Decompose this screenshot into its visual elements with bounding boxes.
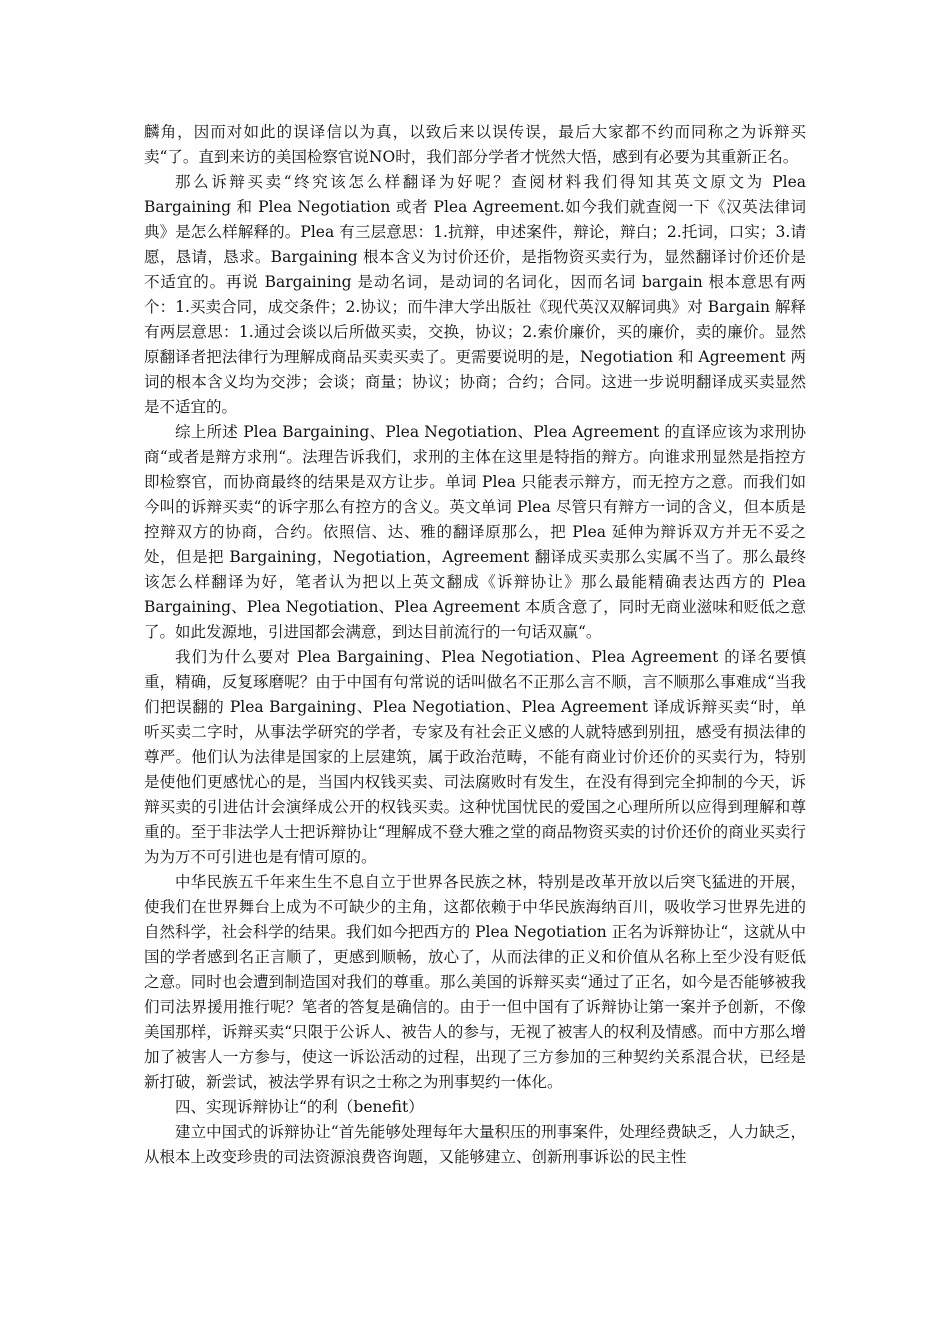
paragraph-5: 中华民族五千年来生生不息自立于世界各民族之林，特别是改革开放以后突飞猛进的开展，使我们在世界舞台上成为不可缺少的主角，这都依赖于中华民族海纳百川，吸收学习世界先进的自然科学，社会科学的结果。我们如今把西方的 Plea Negotiation 正名为诉辩协让“，这就从中国的学者感到名正言顺了，更感到顺畅，放心了，从而法律的正义和价值从名称上至少没有贬低之意。同时也会遭到制造国对我们的尊重。那么美国的诉辩买卖“通过了正名，如今是否能够被我们司法界援用推行呢？笔者的答复是确信的。由于一但中国有了诉辩协让第一案并予创新，不像美国那样，诉辩买卖“只限于公诉人、被告人的参与，无视了被害人的权利及情感。而中方那么增加了被害人一方参与，使这一诉讼活动的过程，出现了三方参加的三种契约关系混合状，已经是新打破，新尝试，被法学界有识之士称之为刑事契约一体化。: [144, 873, 806, 1091]
paragraph-6: 建立中国式的诉辩协让“首先能够处理每年大量积压的刑事案件，处理经费缺乏，人力缺乏，从根本上改变珍贵的司法资源浪费咨询题，又能够建立、创新刑事诉讼的民主性: [144, 1123, 806, 1166]
document-page: [144, 120, 806, 1170]
paragraph-3: 综上所述 Plea Bargaining、Plea Negotiation、Plea Agreement 的直译应该为求刑协商“或者是辩方求刑“。法理告诉我们，求刑的主体在这里是特指的辩方。向谁求刑显然是指控方即检察官，而协商最终的结果是双方让步。单词 Plea 只能表示辩方，而无控方之意。而我们如今叫的诉辩买卖“的诉字那么有控方的含义。英文单词 Plea 尽管只有辩方一词的含义，但本质是控辩双方的协商，合约。依照信、达、雅的翻译原那么，把 Plea 延伸为辩诉双方并无不妥之处，但是把 Bargaining，Negotiation，Agreement 翻译成买卖那么实属不当了。那么最终该怎么样翻译为好，笔者认为把以上英文翻成《诉辩协让》那么最能精确表达西方的 Plea Bargaining、Plea Negotiation、Plea Agreement 本质含意了，同时无商业滋味和贬低之意了。如此发源地，引进国都会满意，到达目前流行的一句话双赢“。: [144, 423, 806, 641]
paragraph-4: 我们为什么要对 Plea Bargaining、Plea Negotiation、Plea Agreement 的译名要慎重，精确，反复琢磨呢？由于中国有句常说的话叫做名不正那么言不顺，言不顺那么事难成“当我们把误翻的 Plea Bargaining、Plea Negotiation、Plea Agreement 译成诉辩买卖“时，单听买卖二字时，从事法学研究的学者，专家及有社会正义感的人就特感到别扭，感受有损法律的尊严。他们认为法律是国家的上层建筑，属于政治范畴，不能有商业讨价还价的买卖行为，特别是使他们更感忧心的是，当国内权钱买卖、司法腐败时有发生，在没有得到完全抑制的今天，诉辩买卖的引进估计会演绎成公开的权钱买卖。这种忧国忧民的爱国之心理所所以应得到理解和尊重的。至于非法学人士把诉辩协让“理解成不登大雅之堂的商品物资买卖的讨价还价的商业买卖行为为万不可引进也是有情可原的。: [144, 648, 806, 866]
paragraph-1: 麟角，因而对如此的误译信以为真，以致后来以误传误，最后大家都不约而同称之为诉辩买卖“了。直到来访的美国检察官说NO时，我们部分学者才恍然大悟，感到有必要为其重新正名。: [144, 123, 806, 166]
section-heading: 四、实现诉辩协让“的利（benefit）: [175, 1098, 424, 1116]
paragraph-2: 那么诉辩买卖“终究该怎么样翻译为好呢？查阅材料我们得知其英文原文为 Plea Bargaining 和 Plea Negotiation 或者 Plea Agreement.如今我们就查阅一下《汉英法律词典》是怎么样解释的。Plea 有三层意思：1.抗辩，申述案件，辩论，辩白；2.托词，口实；3.请愿，恳请，恳求。Bargaining 根本含义为讨价还价，是指物资买卖行为，显然翻译讨价还价是不适宜的。再说 Bargaining 是动名词，是动词的名词化，因而名词 bargain 根本意思有两个：1.买卖合同，成交条件；2.协议；而牛津大学出版社《现代英汉双解词典》对 Bargain 解释有两层意思：1.通过会谈以后所做买卖，交换，协议；2.索价廉价，买的廉价，卖的廉价。显然原翻译者把法律行为理解成商品买卖买卖了。更需要说明的是，Negotiation 和 Agreement 两词的根本含义均为交涉；会谈；商量；协议；协商；合约；合同。这进一步说明翻译成买卖显然是不适宜的。: [144, 173, 806, 416]
